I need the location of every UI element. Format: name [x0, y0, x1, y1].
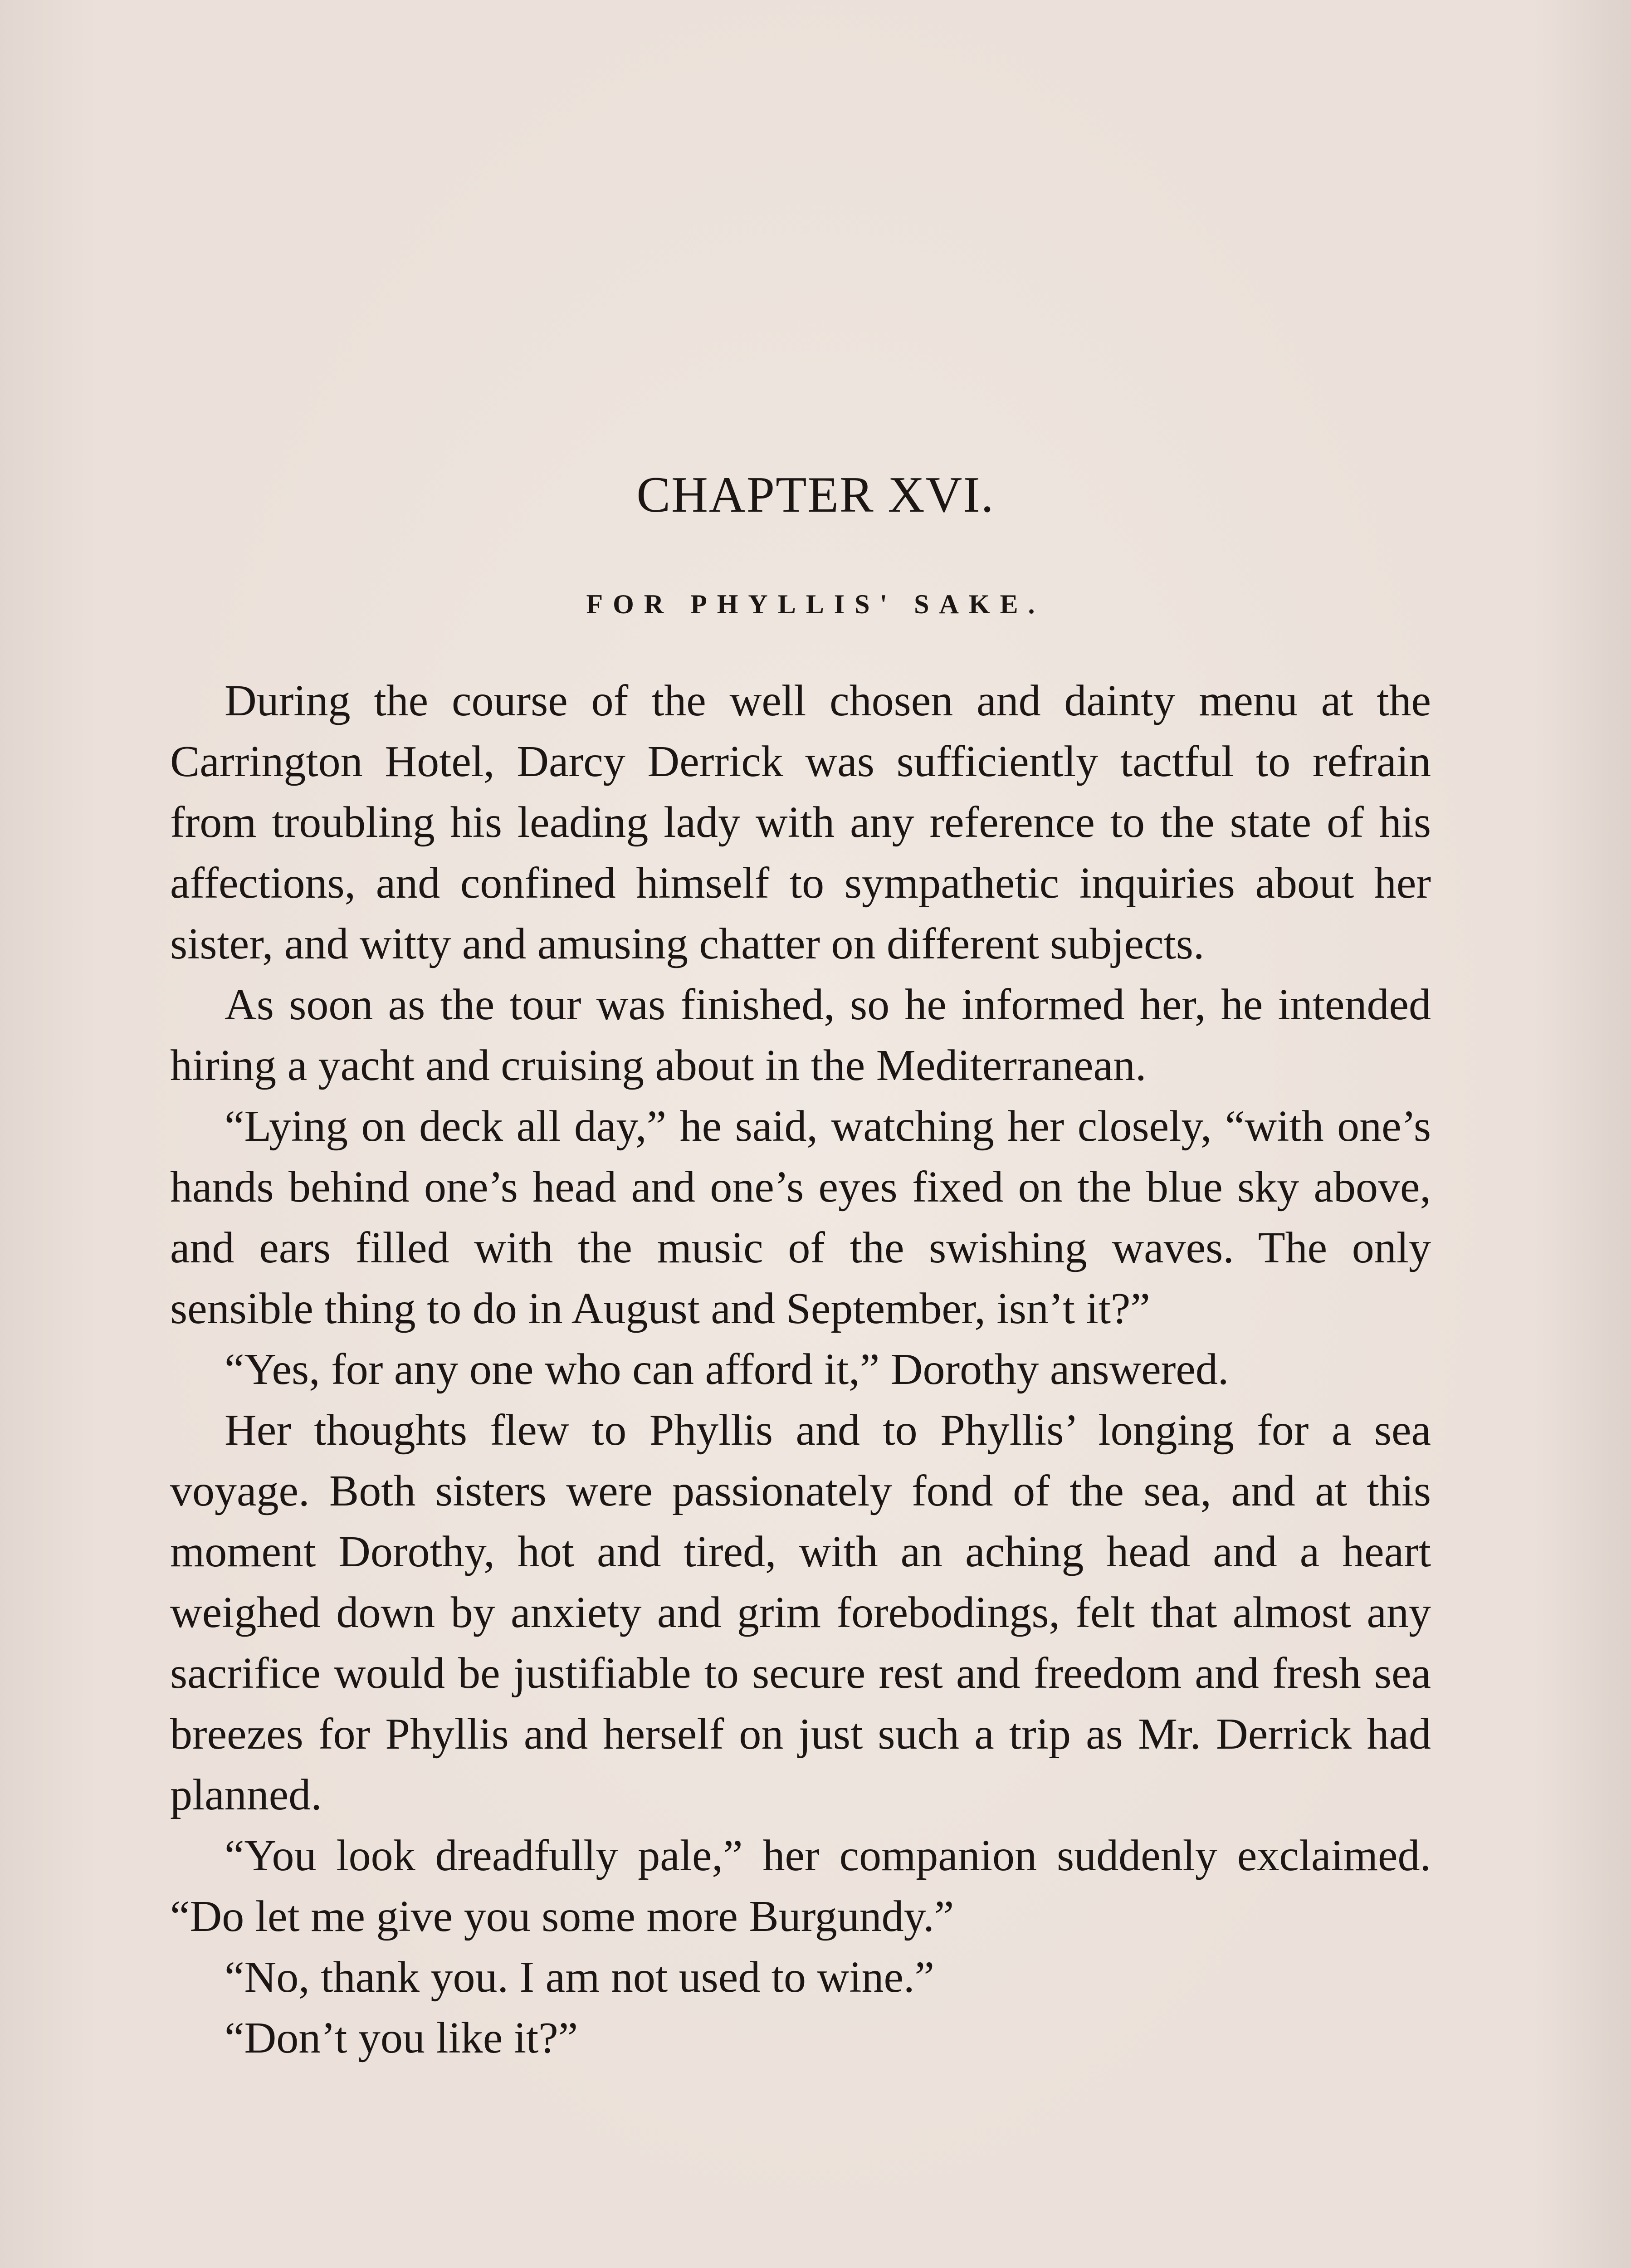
paragraph: “You look dreadfully pale,” her companion suddenly exclaimed. “Do let me give you some more Burgundy.”	[170, 1831, 1431, 1941]
paragraph: During the course of the well chosen and dainty menu at the Carrington Hotel, Darcy Derrick was sufficiently tactful to refrain from troubling his leading lady with any reference to the state of his affections, and confined himself to sympathetic inquiries about her sister, and witty and amusing chatter on different subjects.	[170, 676, 1431, 968]
chapter-heading: CHAPTER XVI.	[636, 467, 995, 523]
paragraph: As soon as the tour was finished, so he informed her, he intended hiring a yacht and cruising about in the Mediterranean.	[170, 980, 1431, 1090]
paragraph: “Lying on deck all day,” he said, watching her closely, “with one’s hands behind one’s head and one’s eyes fixed on the blue sky above, and ears filled with the music of the swishing waves. The only sensible thing to do in August and September, isn’t it?”	[170, 1102, 1431, 1333]
chapter-subtitle: FOR PHYLLIS' SAKE.	[586, 589, 1045, 619]
paragraph: Her thoughts flew to Phyllis and to Phyllis’ longing for a sea voyage. Both sisters were passionately fond of the sea, and at this moment Dorothy, hot and tired, with an aching head and a heart weighed down by anxiety and grim forebodings, felt that almost any sacrifice would be justifiable to secure rest and freedom and fresh sea breezes for Phyllis and herself on just such a trip as Mr. Derrick had planned.	[170, 1406, 1431, 1819]
paragraph: “No, thank you. I am not used to wine.”	[225, 1953, 934, 2002]
chapter-body	[170, 670, 1431, 2068]
paragraph: “Yes, for any one who can afford it,” Dorothy answered.	[225, 1345, 1229, 1394]
paragraph: “Don’t you like it?”	[225, 2014, 578, 2063]
